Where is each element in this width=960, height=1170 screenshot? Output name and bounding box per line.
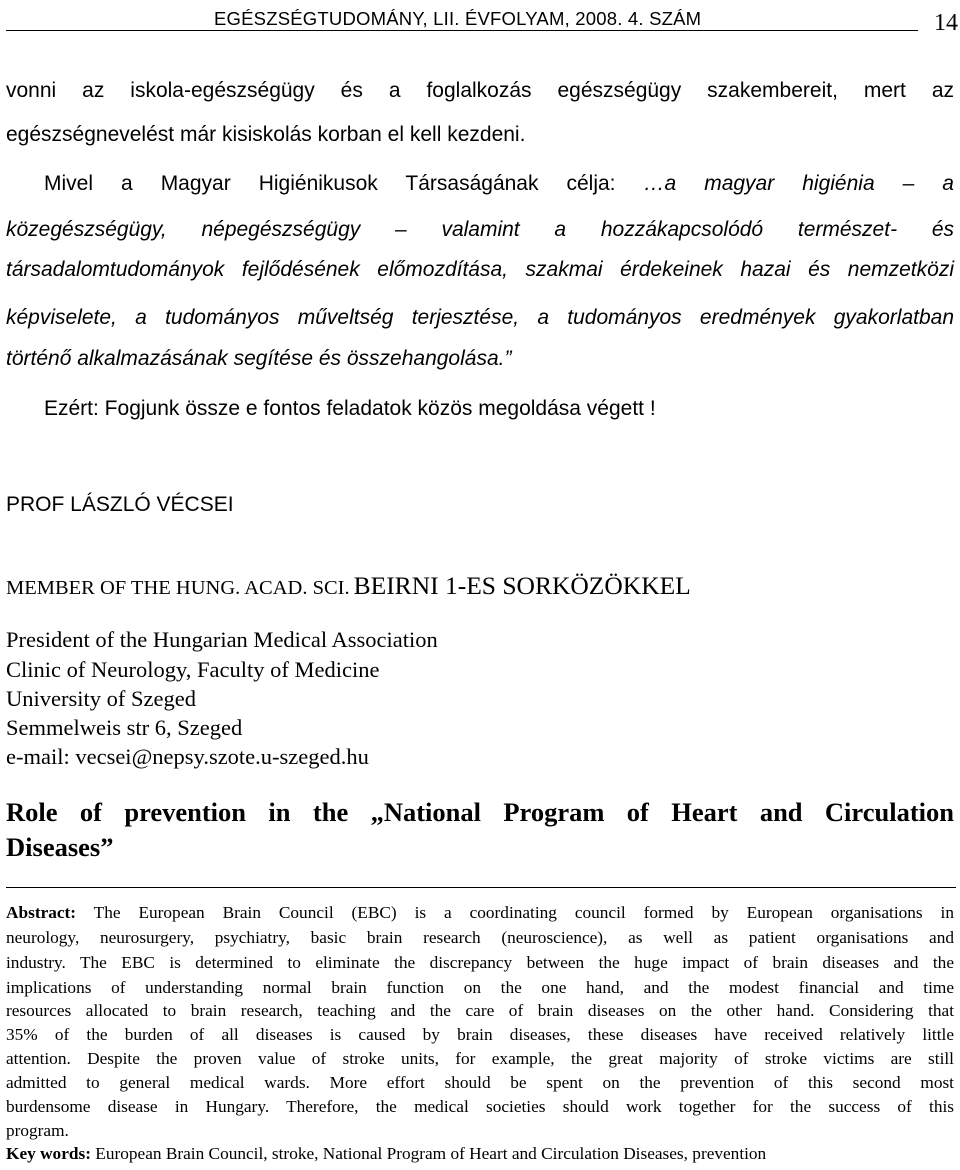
intro-line-4: közegészségügy, népegészségügy – valamint a hozzákapcsolódó természet- és [6, 218, 954, 241]
member-title: MEMBER OF THE HUNG. ACAD. SCI. [6, 577, 350, 599]
abstract-label: Abstract: [6, 903, 77, 922]
page-number: 14 [934, 10, 958, 36]
keywords-text: European Brain Council, stroke, National Program of Heart and Circulation Diseases, prevention [95, 1144, 767, 1163]
abstract-line-7: attention. Despite the proven value of stroke units, for example, the great majority of stroke victims are still [6, 1049, 954, 1068]
address-line-2: Clinic of Neurology, Faculty of Medicine [6, 657, 380, 682]
author-membership [6, 571, 954, 601]
intro-line-5: társadalomtudományok fejlődésének előmozdítása, szakmai érdekeinek hazai és nemzetközi [6, 258, 954, 281]
intro-line-8: Ezért: Fogjunk össze e fontos feladatok közös megoldása végett ! [44, 397, 656, 420]
abstract-line-4: implications of understanding normal brain function on the one hand, and the modest financial and time [6, 978, 954, 997]
keywords-label: Key words: [6, 1144, 91, 1163]
intro-line-3-quote: …a magyar higiénia – a [643, 172, 954, 195]
journal-title: EGÉSZSÉGTUDOMÁNY, LII. ÉVFOLYAM, 2008. 4. SZÁM [214, 8, 702, 29]
email-line: e-mail: vecsei@nepsy.szote.u-szeged.hu [6, 744, 369, 769]
intro-line-2: egészségnevelést már kisiskolás korban el kell kezdeni. [6, 123, 526, 146]
article-title-line-1: Role of prevention in the „National Program of Heart and Circulation [6, 797, 954, 827]
intro-line-3-plain: Mivel a Magyar Higiénikusok Társaságának célja: [44, 172, 644, 195]
address-line-4: Semmelweis str 6, Szeged [6, 715, 243, 740]
editor-note: BEIRNI 1-ES SORKÖZÖKKEL [353, 571, 691, 600]
abstract-line-6: 35% of the burden of all diseases is caused by brain diseases, these diseases have received relatively little [6, 1025, 954, 1044]
header-rule [6, 30, 918, 31]
abstract-line-8: admitted to general medical wards. More effort should be spent on the prevention of this second most [6, 1073, 954, 1092]
abstract-line-1 [6, 903, 954, 923]
intro-line-1: vonni az iskola-egészségügy és a foglalkozás egészségügy szakembereit, mert az [6, 79, 954, 102]
intro-line-6: képviselete, a tudományos műveltség terjesztése, a tudományos eredmények gyakorlatban [6, 306, 954, 329]
abstract-line-5: resources allocated to brain research, teaching and the care of brain diseases on the other hand. Considering that [6, 1001, 954, 1020]
article-title-line-2: Diseases” [6, 832, 114, 862]
author-name: PROF LÁSZLÓ VÉCSEI [6, 493, 234, 516]
abstract-line-2: neurology, neurosurgery, psychiatry, basic brain research (neuroscience), as well as patient organisations and [6, 928, 954, 947]
abstract-line-9: burdensome disease in Hungary. Therefore, the medical societies should work together for the success of this [6, 1097, 954, 1116]
intro-line-7: történő alkalmazásának segítése és összehangolása.” [6, 347, 512, 370]
abstract-line-10: program. [6, 1121, 69, 1140]
address-line-3: University of Szeged [6, 686, 196, 711]
address-line-1: President of the Hungarian Medical Association [6, 627, 438, 652]
abstract-line-3: industry. The EBC is determined to eliminate the discrepancy between the huge impact of brain diseases and the [6, 953, 954, 972]
intro-line-3 [44, 172, 954, 196]
abstract-text-1: The European Brain Council (EBC) is a coordinating council formed by European organisations in [93, 903, 954, 922]
section-rule [6, 887, 956, 888]
keywords [6, 1144, 954, 1164]
